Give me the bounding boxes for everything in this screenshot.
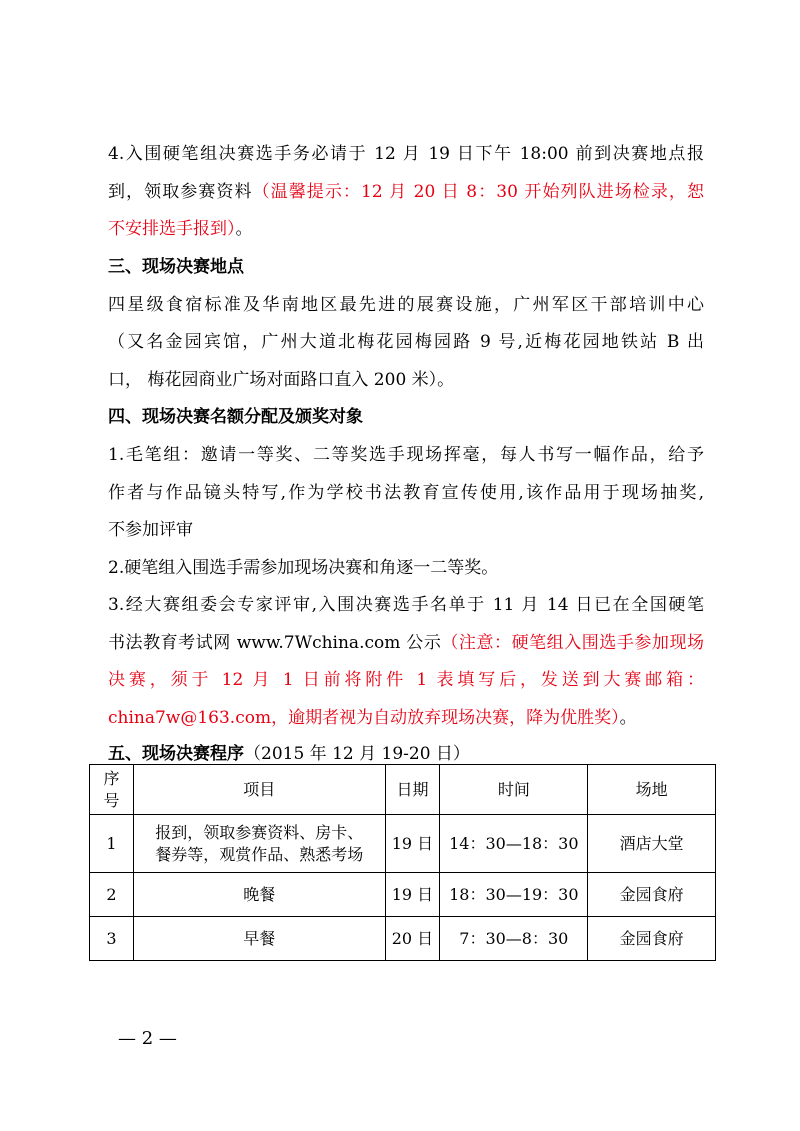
text-segment: 到，领取参赛资料: [108, 182, 253, 202]
para-brush-line-2: 作者与作品镜头特写,作为学校书法教育宣传使用,该作品用于现场抽奖,: [108, 483, 704, 503]
para-review-line-1: 3.经大赛组委会专家评审,入围决赛选手名单于 11 月 14 日已在全国硬笔: [108, 595, 704, 615]
para-review-line-2: [108, 631, 704, 655]
header-item: 项目: [133, 765, 385, 815]
heading-text: 五、现场决赛程序: [108, 744, 244, 764]
table-row: [90, 873, 716, 917]
cell-date: 19 日: [385, 815, 440, 873]
header-no: 序 号: [90, 765, 134, 815]
para-review-line-4: [108, 706, 704, 730]
cell-venue: 金园食府: [588, 873, 716, 917]
cell-venue: 酒店大堂: [588, 815, 716, 873]
cell-item: 报到，领取参赛资料、房卡、 餐券等，观赏作品、熟悉考场: [133, 815, 385, 873]
para-venue-line-2: （又名金园宾馆，广州大道北梅花园梅园路 9 号,近梅花园地铁站 B 出: [108, 332, 704, 352]
section-heading-quota: 四、现场决赛名额分配及颁奖对象: [108, 407, 363, 427]
cell-date: 19 日: [385, 873, 440, 917]
warm-tip-text: 不安排选手报到）: [108, 219, 236, 239]
notice-text: china7w@163.com，逾期者视为自动放弃现场决赛，降为优胜奖）: [108, 708, 620, 728]
para-brush-line-1: 1.毛笔组：邀请一等奖、二等奖选手现场挥毫，每人书写一幅作品，给予: [108, 445, 704, 465]
cell-date: 20 日: [385, 917, 440, 961]
table-row: [90, 815, 716, 873]
schedule-table: [89, 764, 716, 961]
para-venue-line-1: 四星级食宿标准及华南地区最先进的展赛设施，广州军区干部培训中心: [108, 295, 704, 315]
para-checkin-line-1: [108, 142, 704, 166]
notice-text: （注意：硬笔组入围选手参加现场: [441, 633, 704, 653]
para-brush-line-3: 不参加评审: [108, 520, 193, 540]
cell-no: 3: [90, 917, 134, 961]
text-segment: 书法教育考试网 www.7Wchina.com 公示: [108, 633, 442, 653]
table-header-row: [90, 765, 716, 815]
section-heading-venue: 三、现场决赛地点: [108, 257, 244, 277]
cell-time: 7：30—8：30: [440, 917, 588, 961]
header-time: 时间: [440, 765, 588, 815]
cell-venue: 金园食府: [588, 917, 716, 961]
cell-no: 2: [90, 873, 134, 917]
cell-item: 晚餐: [133, 873, 385, 917]
page-number: — 2 —: [118, 1028, 177, 1049]
cell-item: 早餐: [133, 917, 385, 961]
cell-time: 18：30—19：30: [440, 873, 588, 917]
text-segment: 。: [619, 708, 637, 728]
para-review-line-3: 决赛，须于 12 月 1 日前将附件 1 表填写后，发送到大赛邮箱：: [108, 670, 704, 690]
heading-date-range: （2015 年 12 月 19-20 日）: [244, 744, 470, 764]
warm-tip-text: （温馨提示：12 月 20 日 8：30 开始列队进场检录，恕: [252, 182, 705, 202]
table-row: [90, 917, 716, 961]
header-venue: 场地: [588, 765, 716, 815]
text-segment: 。: [235, 219, 253, 239]
section-heading-schedule: [108, 742, 704, 766]
text-segment: 4.入围硬笔组决赛选手务必请于 12 月 19 日下午 18:00 前到决赛地点报: [108, 144, 704, 164]
para-checkin-line-2: [108, 180, 704, 204]
para-pen-line: 2.硬笔组入围选手需参加现场决赛和角逐一二等奖。: [108, 558, 499, 578]
cell-no: 1: [90, 815, 134, 873]
cell-time: 14：30—18：30: [440, 815, 588, 873]
para-venue-line-3: 口， 梅花园商业广场对面路口直入 200 米）。: [108, 370, 455, 390]
para-checkin-line-3: [108, 217, 704, 241]
header-date: 日期: [385, 765, 440, 815]
